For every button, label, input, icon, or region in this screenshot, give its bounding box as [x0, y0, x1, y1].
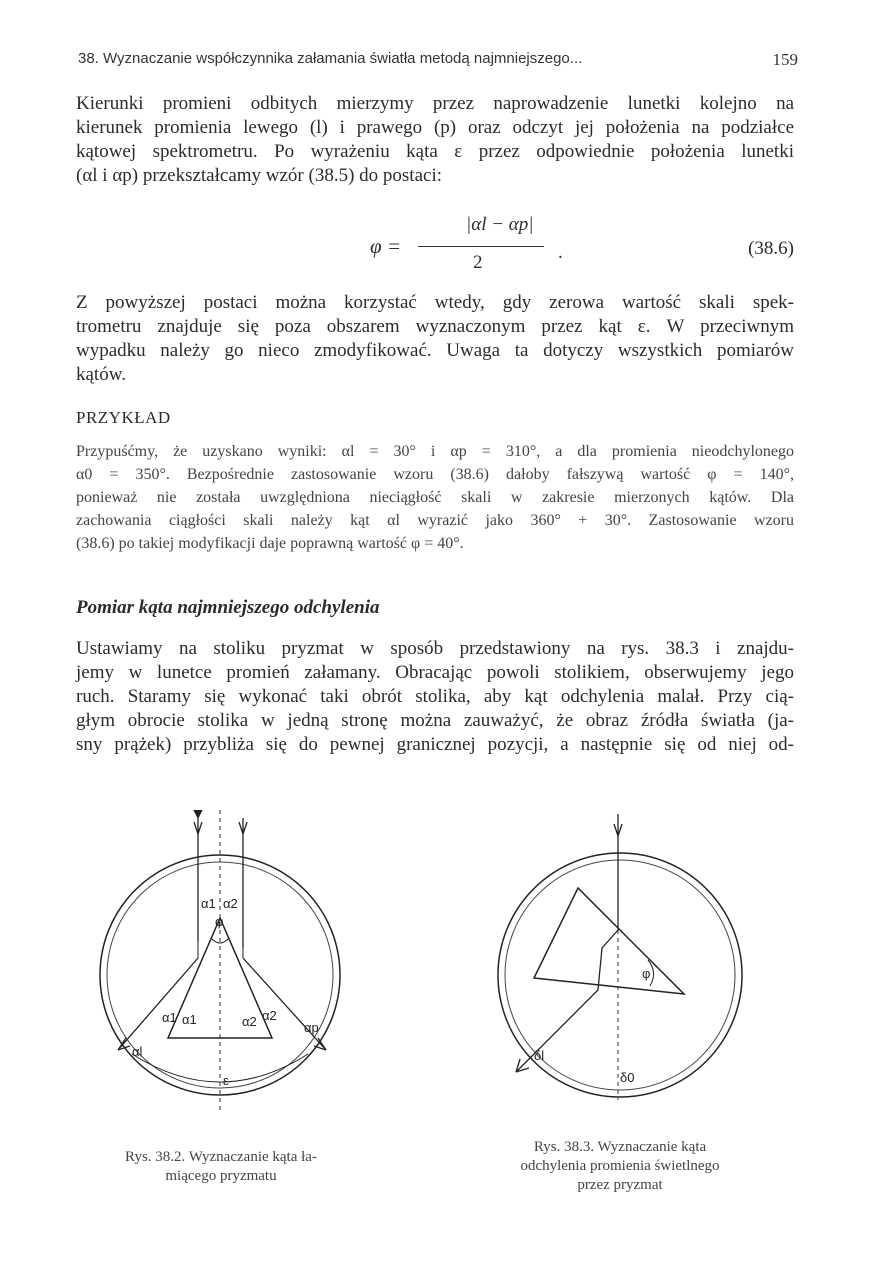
equation-38-6 — [76, 208, 794, 278]
fraction-bar — [418, 246, 544, 247]
reflected-ray-right — [243, 958, 326, 1050]
example-line: ponieważ nie została uwzględniona nieciągłość skali w zakresie mierzonych kątów. Dla — [76, 489, 794, 506]
text-line: Kierunki promieni odbitych mierzymy przez naprowadzenie lunetki kolejno na — [76, 93, 794, 114]
text-line: kierunek promienia lewego (l) i prawego (p) oraz odczyt jej położenia na podziałce — [76, 117, 794, 138]
reflected-ray-left — [118, 958, 198, 1050]
running-head-title: 38. Wyznaczanie współczynnika załamania światła metodą najmniejszego... — [78, 50, 583, 67]
caption-line: odchylenia promienia świetlnego — [520, 1158, 720, 1174]
example-block — [76, 440, 794, 555]
label-a1-top: α1 — [201, 896, 216, 911]
label-delta-0: δ0 — [620, 1070, 635, 1085]
text-line: (αl i αp) przekształcamy wzór (38.5) do postaci: — [76, 165, 443, 186]
label-ap: αp — [304, 1020, 319, 1035]
caption-line: miącego pryzmatu — [165, 1168, 277, 1184]
label-a2-top: α2 — [223, 896, 238, 911]
text-line: jemy w lunetce promień załamany. Obracając powoli stolikiem, obserwujemy jego — [76, 662, 794, 683]
text-line: ruch. Staramy się wykonać taki obrót stolika, aby kąt odchylenia malał. Przy cią- — [76, 686, 794, 707]
running-head — [78, 50, 798, 72]
section-paragraph — [76, 637, 794, 757]
text-line: głym obrocie stolika w jedną stronę można zauważyć, że obraz źródła światła (ja- — [76, 710, 794, 731]
label-a1-inner: α1 — [182, 1012, 197, 1027]
equation-period: . — [558, 242, 563, 263]
label-a1-outer: α1 — [162, 1010, 177, 1025]
equation-number: (38.6) — [748, 238, 794, 259]
text-line: Z powyższej postaci można korzystać wtedy, gdy zerowa wartość skali spek- — [76, 292, 794, 313]
paragraph-1 — [76, 92, 794, 188]
example-line: zachowania ciągłości skali należy kąt αl wyrazić jako 360° + 30°. Zastosowanie wzoru — [76, 512, 794, 529]
equation-numerator: |αl − αp| — [466, 214, 534, 235]
figure-38-2-caption — [90, 1148, 352, 1186]
equation-denominator: 2 — [473, 252, 483, 273]
text-line: kątów. — [76, 364, 126, 385]
label-al: αl — [132, 1044, 143, 1059]
example-line: Przypuśćmy, że uzyskano wyniki: αl = 30° i αp = 310°, a dla promienia nieodchylonego — [76, 443, 794, 460]
deviated-ray — [516, 930, 618, 1072]
equation-lhs: φ = — [370, 234, 402, 258]
example-label: PRZYKŁAD — [76, 408, 171, 427]
caption-line: Rys. 38.2. Wyznaczanie kąta ła- — [125, 1149, 317, 1165]
example-line: α0 = 350°. Bezpośrednie zastosowanie wzoru (38.6) dałoby fałszywą wartość φ = 140°, — [76, 466, 794, 483]
label-a2-inner: α2 — [242, 1014, 257, 1029]
label-eps: ε — [223, 1073, 229, 1088]
section-heading: Pomiar kąta najmniejszego odchylenia — [76, 597, 380, 618]
label-a2-outer: α2 — [262, 1008, 277, 1023]
page-number: 159 — [772, 50, 798, 69]
text-line: wypadku należy go nieco zmodyfikować. Uwaga ta dotyczy wszystkich pomiarów — [76, 340, 794, 361]
text-line: trometru znajduje się poza obszarem wyznaczonym przez kąt ε. W przeciwnym — [76, 316, 794, 337]
text-line: sny prążek) przybliża się do pewnej granicznej pozycji, a następnie się od niej od- — [76, 734, 794, 755]
caption-line: Rys. 38.3. Wyznaczanie kąta — [533, 1139, 707, 1155]
text-line: kątowej spektrometru. Po wyrażeniu kąta ε przez odpowiednie położenia lunetki — [76, 141, 794, 162]
label-phi: φ — [642, 966, 651, 981]
caption-line: przez pryzmat — [577, 1177, 663, 1193]
text-line: Ustawiamy na stoliku pryzmat w sposób przedstawiony na rys. 38.3 i znajdu- — [76, 638, 794, 659]
label-phi: φ — [215, 914, 224, 929]
label-delta-l: δl — [534, 1048, 545, 1063]
paragraph-2 — [76, 291, 794, 387]
figure-38-2 — [90, 810, 350, 1130]
example-line: (38.6) po takiej modyfikacji daje poprawną wartość φ = 40°. — [76, 535, 464, 552]
figure-38-3-caption — [488, 1138, 752, 1195]
figure-38-3 — [490, 810, 750, 1130]
